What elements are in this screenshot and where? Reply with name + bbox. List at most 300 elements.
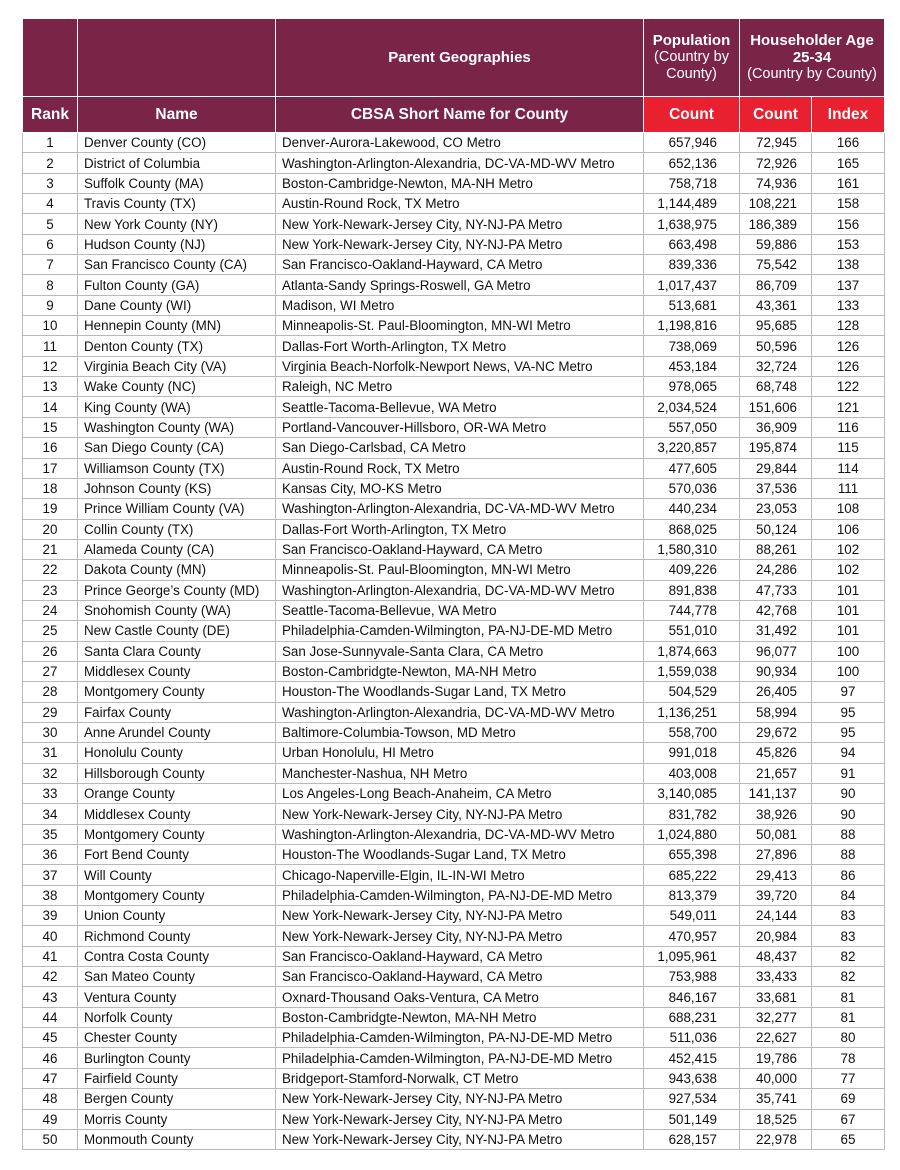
cell-rank: 45 bbox=[23, 1028, 78, 1048]
county-ranking-table bbox=[22, 18, 885, 1150]
cell-index: 95 bbox=[812, 702, 885, 722]
cell-rank: 37 bbox=[23, 865, 78, 885]
cell-cbsa: Madison, WI Metro bbox=[276, 295, 644, 315]
cell-householder-count: 68,748 bbox=[740, 377, 812, 397]
cell-cbsa: San Jose-Sunnyvale-Santa Clara, CA Metro bbox=[276, 641, 644, 661]
cell-population-count: 409,226 bbox=[644, 560, 740, 580]
table-row bbox=[23, 519, 885, 539]
cell-rank: 39 bbox=[23, 906, 78, 926]
table-row bbox=[23, 478, 885, 498]
cell-index: 94 bbox=[812, 743, 885, 763]
cell-index: 102 bbox=[812, 539, 885, 559]
cell-population-count: 1,017,437 bbox=[644, 275, 740, 295]
table-row bbox=[23, 967, 885, 987]
cell-cbsa: Chicago-Naperville-Elgin, IL-IN-WI Metro bbox=[276, 865, 644, 885]
cell-cbsa: Virginia Beach-Norfolk-Newport News, VA-NC Metro bbox=[276, 356, 644, 376]
cell-cbsa: Kansas City, MO-KS Metro bbox=[276, 478, 644, 498]
cell-cbsa: Austin-Round Rock, TX Metro bbox=[276, 194, 644, 214]
cell-householder-count: 72,926 bbox=[740, 153, 812, 173]
table-row bbox=[23, 173, 885, 193]
table-header bbox=[23, 19, 885, 133]
cell-population-count: 477,605 bbox=[644, 458, 740, 478]
cell-cbsa: San Francisco-Oakland-Hayward, CA Metro bbox=[276, 539, 644, 559]
cell-cbsa: New York-Newark-Jersey City, NY-NJ-PA Metro bbox=[276, 1109, 644, 1129]
cell-rank: 46 bbox=[23, 1048, 78, 1068]
cell-cbsa: Austin-Round Rock, TX Metro bbox=[276, 458, 644, 478]
cell-index: 106 bbox=[812, 519, 885, 539]
cell-population-count: 403,008 bbox=[644, 763, 740, 783]
table-row bbox=[23, 580, 885, 600]
cell-population-count: 3,220,857 bbox=[644, 438, 740, 458]
cell-name: Denver County (CO) bbox=[78, 133, 276, 153]
cell-cbsa: Philadelphia-Camden-Wilmington, PA-NJ-DE-MD Metro bbox=[276, 621, 644, 641]
table-row bbox=[23, 865, 885, 885]
cell-cbsa: Minneapolis-St. Paul-Bloomington, MN-WI Metro bbox=[276, 560, 644, 580]
cell-index: 137 bbox=[812, 275, 885, 295]
cell-householder-count: 18,525 bbox=[740, 1109, 812, 1129]
cell-name: Anne Arundel County bbox=[78, 722, 276, 742]
cell-index: 100 bbox=[812, 641, 885, 661]
cell-name: San Diego County (CA) bbox=[78, 438, 276, 458]
cell-population-count: 513,681 bbox=[644, 295, 740, 315]
cell-index: 67 bbox=[812, 1109, 885, 1129]
cell-index: 122 bbox=[812, 377, 885, 397]
cell-population-count: 3,140,085 bbox=[644, 784, 740, 804]
cell-name: San Mateo County bbox=[78, 967, 276, 987]
cell-name: Contra Costa County bbox=[78, 946, 276, 966]
cell-index: 91 bbox=[812, 763, 885, 783]
cell-population-count: 943,638 bbox=[644, 1068, 740, 1088]
cell-name: Middlesex County bbox=[78, 804, 276, 824]
cell-householder-count: 75,542 bbox=[740, 255, 812, 275]
header-name: Name bbox=[78, 97, 276, 133]
cell-index: 166 bbox=[812, 133, 885, 153]
cell-name: Virginia Beach City (VA) bbox=[78, 356, 276, 376]
cell-rank: 13 bbox=[23, 377, 78, 397]
cell-name: Monmouth County bbox=[78, 1129, 276, 1149]
cell-householder-count: 50,081 bbox=[740, 824, 812, 844]
cell-index: 101 bbox=[812, 621, 885, 641]
cell-name: Prince George’s County (MD) bbox=[78, 580, 276, 600]
table-row bbox=[23, 316, 885, 336]
cell-cbsa: New York-Newark-Jersey City, NY-NJ-PA Metro bbox=[276, 1089, 644, 1109]
cell-population-count: 655,398 bbox=[644, 845, 740, 865]
cell-cbsa: Seattle-Tacoma-Bellevue, WA Metro bbox=[276, 600, 644, 620]
header-population bbox=[644, 19, 740, 97]
cell-cbsa: Washington-Arlington-Alexandria, DC-VA-MD-WV Metro bbox=[276, 702, 644, 722]
cell-population-count: 991,018 bbox=[644, 743, 740, 763]
cell-rank: 35 bbox=[23, 824, 78, 844]
cell-householder-count: 42,768 bbox=[740, 600, 812, 620]
header-parent-geographies: Parent Geographies bbox=[276, 19, 644, 97]
cell-rank: 42 bbox=[23, 967, 78, 987]
cell-cbsa: New York-Newark-Jersey City, NY-NJ-PA Metro bbox=[276, 926, 644, 946]
table-row bbox=[23, 702, 885, 722]
cell-population-count: 511,036 bbox=[644, 1028, 740, 1048]
cell-population-count: 688,231 bbox=[644, 1007, 740, 1027]
table-row bbox=[23, 560, 885, 580]
cell-rank: 41 bbox=[23, 946, 78, 966]
cell-householder-count: 74,936 bbox=[740, 173, 812, 193]
cell-cbsa: San Diego-Carlsbad, CA Metro bbox=[276, 438, 644, 458]
cell-rank: 44 bbox=[23, 1007, 78, 1027]
cell-householder-count: 195,874 bbox=[740, 438, 812, 458]
cell-index: 82 bbox=[812, 967, 885, 987]
cell-householder-count: 45,826 bbox=[740, 743, 812, 763]
cell-householder-count: 38,926 bbox=[740, 804, 812, 824]
cell-rank: 40 bbox=[23, 926, 78, 946]
cell-rank: 4 bbox=[23, 194, 78, 214]
cell-index: 83 bbox=[812, 906, 885, 926]
cell-name: Prince William County (VA) bbox=[78, 499, 276, 519]
header-population-subtitle: (Country by County) bbox=[654, 49, 729, 82]
cell-rank: 25 bbox=[23, 621, 78, 641]
cell-name: Richmond County bbox=[78, 926, 276, 946]
table-row bbox=[23, 845, 885, 865]
cell-name: Denton County (TX) bbox=[78, 336, 276, 356]
cell-cbsa: Boston-Cambridgte-Newton, MA-NH Metro bbox=[276, 661, 644, 681]
cell-population-count: 978,065 bbox=[644, 377, 740, 397]
cell-population-count: 652,136 bbox=[644, 153, 740, 173]
cell-index: 165 bbox=[812, 153, 885, 173]
cell-householder-count: 27,896 bbox=[740, 845, 812, 865]
cell-householder-count: 32,724 bbox=[740, 356, 812, 376]
table-row bbox=[23, 885, 885, 905]
cell-name: Burlington County bbox=[78, 1048, 276, 1068]
cell-name: Fairfax County bbox=[78, 702, 276, 722]
cell-name: Travis County (TX) bbox=[78, 194, 276, 214]
cell-name: Orange County bbox=[78, 784, 276, 804]
cell-population-count: 1,136,251 bbox=[644, 702, 740, 722]
cell-population-count: 1,144,489 bbox=[644, 194, 740, 214]
cell-rank: 7 bbox=[23, 255, 78, 275]
cell-index: 81 bbox=[812, 987, 885, 1007]
cell-population-count: 839,336 bbox=[644, 255, 740, 275]
cell-rank: 43 bbox=[23, 987, 78, 1007]
cell-cbsa: Denver-Aurora-Lakewood, CO Metro bbox=[276, 133, 644, 153]
table-row bbox=[23, 255, 885, 275]
cell-rank: 26 bbox=[23, 641, 78, 661]
cell-householder-count: 40,000 bbox=[740, 1068, 812, 1088]
cell-cbsa: Minneapolis-St. Paul-Bloomington, MN-WI Metro bbox=[276, 316, 644, 336]
cell-rank: 23 bbox=[23, 580, 78, 600]
cell-cbsa: New York-Newark-Jersey City, NY-NJ-PA Metro bbox=[276, 906, 644, 926]
table-row bbox=[23, 987, 885, 1007]
cell-cbsa: Atlanta-Sandy Springs-Roswell, GA Metro bbox=[276, 275, 644, 295]
cell-householder-count: 141,137 bbox=[740, 784, 812, 804]
table-row bbox=[23, 397, 885, 417]
cell-name: New Castle County (DE) bbox=[78, 621, 276, 641]
header-rank-spacer bbox=[23, 19, 78, 97]
cell-cbsa: San Francisco-Oakland-Hayward, CA Metro bbox=[276, 967, 644, 987]
cell-cbsa: Bridgeport-Stamford-Norwalk, CT Metro bbox=[276, 1068, 644, 1088]
cell-population-count: 2,034,524 bbox=[644, 397, 740, 417]
cell-rank: 9 bbox=[23, 295, 78, 315]
cell-cbsa: Los Angeles-Long Beach-Anaheim, CA Metro bbox=[276, 784, 644, 804]
table-row bbox=[23, 1048, 885, 1068]
cell-name: Hudson County (NJ) bbox=[78, 234, 276, 254]
cell-name: Montgomery County bbox=[78, 682, 276, 702]
cell-population-count: 1,559,038 bbox=[644, 661, 740, 681]
cell-householder-count: 95,685 bbox=[740, 316, 812, 336]
cell-cbsa: Manchester-Nashua, NH Metro bbox=[276, 763, 644, 783]
cell-name: Suffolk County (MA) bbox=[78, 173, 276, 193]
cell-householder-count: 31,492 bbox=[740, 621, 812, 641]
cell-population-count: 452,415 bbox=[644, 1048, 740, 1068]
table-row bbox=[23, 906, 885, 926]
cell-name: Hennepin County (MN) bbox=[78, 316, 276, 336]
cell-index: 81 bbox=[812, 1007, 885, 1027]
table-row bbox=[23, 214, 885, 234]
table-row bbox=[23, 1068, 885, 1088]
cell-rank: 10 bbox=[23, 316, 78, 336]
table-row bbox=[23, 1028, 885, 1048]
cell-name: Ventura County bbox=[78, 987, 276, 1007]
cell-cbsa: New York-Newark-Jersey City, NY-NJ-PA Metro bbox=[276, 1129, 644, 1149]
cell-index: 83 bbox=[812, 926, 885, 946]
cell-name: Alameda County (CA) bbox=[78, 539, 276, 559]
cell-householder-count: 186,389 bbox=[740, 214, 812, 234]
cell-rank: 38 bbox=[23, 885, 78, 905]
cell-householder-count: 23,053 bbox=[740, 499, 812, 519]
cell-householder-count: 47,733 bbox=[740, 580, 812, 600]
table-row bbox=[23, 682, 885, 702]
cell-name: Bergen County bbox=[78, 1089, 276, 1109]
cell-rank: 22 bbox=[23, 560, 78, 580]
cell-name: Dane County (WI) bbox=[78, 295, 276, 315]
cell-name: District of Columbia bbox=[78, 153, 276, 173]
cell-population-count: 1,580,310 bbox=[644, 539, 740, 559]
cell-name: Santa Clara County bbox=[78, 641, 276, 661]
table-body bbox=[23, 133, 885, 1150]
cell-index: 69 bbox=[812, 1089, 885, 1109]
cell-rank: 2 bbox=[23, 153, 78, 173]
cell-cbsa: Baltimore-Columbia-Towson, MD Metro bbox=[276, 722, 644, 742]
cell-householder-count: 24,286 bbox=[740, 560, 812, 580]
cell-householder-count: 86,709 bbox=[740, 275, 812, 295]
table-row bbox=[23, 153, 885, 173]
table-row bbox=[23, 641, 885, 661]
table-row bbox=[23, 946, 885, 966]
cell-householder-count: 29,413 bbox=[740, 865, 812, 885]
cell-cbsa: Philadelphia-Camden-Wilmington, PA-NJ-DE-MD Metro bbox=[276, 1028, 644, 1048]
cell-householder-count: 43,361 bbox=[740, 295, 812, 315]
table-row bbox=[23, 600, 885, 620]
cell-index: 108 bbox=[812, 499, 885, 519]
cell-population-count: 558,700 bbox=[644, 722, 740, 742]
cell-rank: 11 bbox=[23, 336, 78, 356]
cell-rank: 15 bbox=[23, 417, 78, 437]
cell-index: 88 bbox=[812, 824, 885, 844]
cell-rank: 14 bbox=[23, 397, 78, 417]
cell-householder-count: 58,994 bbox=[740, 702, 812, 722]
cell-index: 82 bbox=[812, 946, 885, 966]
cell-rank: 1 bbox=[23, 133, 78, 153]
cell-population-count: 549,011 bbox=[644, 906, 740, 926]
cell-rank: 18 bbox=[23, 478, 78, 498]
cell-population-count: 440,234 bbox=[644, 499, 740, 519]
cell-householder-count: 20,984 bbox=[740, 926, 812, 946]
cell-householder-count: 33,433 bbox=[740, 967, 812, 987]
cell-name: New York County (NY) bbox=[78, 214, 276, 234]
cell-population-count: 570,036 bbox=[644, 478, 740, 498]
cell-rank: 17 bbox=[23, 458, 78, 478]
cell-population-count: 868,025 bbox=[644, 519, 740, 539]
table-row bbox=[23, 804, 885, 824]
cell-population-count: 813,379 bbox=[644, 885, 740, 905]
table-row bbox=[23, 133, 885, 153]
header-population-title: Population bbox=[652, 32, 731, 49]
cell-population-count: 551,010 bbox=[644, 621, 740, 641]
cell-population-count: 453,184 bbox=[644, 356, 740, 376]
cell-householder-count: 90,934 bbox=[740, 661, 812, 681]
header-name-spacer bbox=[78, 19, 276, 97]
cell-rank: 36 bbox=[23, 845, 78, 865]
cell-index: 101 bbox=[812, 580, 885, 600]
cell-index: 128 bbox=[812, 316, 885, 336]
cell-population-count: 663,498 bbox=[644, 234, 740, 254]
cell-name: Fairfield County bbox=[78, 1068, 276, 1088]
cell-householder-count: 36,909 bbox=[740, 417, 812, 437]
cell-cbsa: Washington-Arlington-Alexandria, DC-VA-MD-WV Metro bbox=[276, 499, 644, 519]
cell-rank: 5 bbox=[23, 214, 78, 234]
cell-rank: 21 bbox=[23, 539, 78, 559]
cell-index: 100 bbox=[812, 661, 885, 681]
cell-rank: 32 bbox=[23, 763, 78, 783]
cell-index: 80 bbox=[812, 1028, 885, 1048]
cell-cbsa: Dallas-Fort Worth-Arlington, TX Metro bbox=[276, 519, 644, 539]
cell-rank: 49 bbox=[23, 1109, 78, 1129]
cell-cbsa: San Francisco-Oakland-Hayward, CA Metro bbox=[276, 255, 644, 275]
cell-householder-count: 48,437 bbox=[740, 946, 812, 966]
ranking-table-container bbox=[22, 18, 884, 1150]
cell-householder-count: 33,681 bbox=[740, 987, 812, 1007]
cell-householder-count: 108,221 bbox=[740, 194, 812, 214]
cell-householder-count: 37,536 bbox=[740, 478, 812, 498]
cell-cbsa: Portland-Vancouver-Hillsboro, OR-WA Metro bbox=[276, 417, 644, 437]
cell-population-count: 1,638,975 bbox=[644, 214, 740, 234]
cell-population-count: 744,778 bbox=[644, 600, 740, 620]
cell-cbsa: Dallas-Fort Worth-Arlington, TX Metro bbox=[276, 336, 644, 356]
cell-householder-count: 72,945 bbox=[740, 133, 812, 153]
cell-population-count: 846,167 bbox=[644, 987, 740, 1007]
cell-cbsa: Washington-Arlington-Alexandria, DC-VA-MD-WV Metro bbox=[276, 824, 644, 844]
header-population-count: Count bbox=[644, 97, 740, 133]
cell-householder-count: 22,978 bbox=[740, 1129, 812, 1149]
cell-name: Dakota County (MN) bbox=[78, 560, 276, 580]
cell-index: 153 bbox=[812, 234, 885, 254]
cell-householder-count: 50,596 bbox=[740, 336, 812, 356]
table-row bbox=[23, 743, 885, 763]
table-row bbox=[23, 1089, 885, 1109]
header-householder-subtitle: (Country by County) bbox=[747, 66, 877, 82]
cell-householder-count: 151,606 bbox=[740, 397, 812, 417]
cell-householder-count: 29,844 bbox=[740, 458, 812, 478]
cell-rank: 34 bbox=[23, 804, 78, 824]
cell-name: Wake County (NC) bbox=[78, 377, 276, 397]
cell-householder-count: 26,405 bbox=[740, 682, 812, 702]
cell-householder-count: 50,124 bbox=[740, 519, 812, 539]
cell-cbsa: Philadelphia-Camden-Wilmington, PA-NJ-DE-MD Metro bbox=[276, 885, 644, 905]
cell-index: 102 bbox=[812, 560, 885, 580]
cell-cbsa: Boston-Cambridgte-Newton, MA-NH Metro bbox=[276, 1007, 644, 1027]
cell-householder-count: 22,627 bbox=[740, 1028, 812, 1048]
cell-name: Fulton County (GA) bbox=[78, 275, 276, 295]
table-row bbox=[23, 194, 885, 214]
table-row bbox=[23, 295, 885, 315]
cell-householder-count: 19,786 bbox=[740, 1048, 812, 1068]
cell-name: Snohomish County (WA) bbox=[78, 600, 276, 620]
cell-population-count: 758,718 bbox=[644, 173, 740, 193]
cell-cbsa: Seattle-Tacoma-Bellevue, WA Metro bbox=[276, 397, 644, 417]
cell-name: Morris County bbox=[78, 1109, 276, 1129]
cell-index: 86 bbox=[812, 865, 885, 885]
cell-rank: 30 bbox=[23, 722, 78, 742]
cell-index: 90 bbox=[812, 784, 885, 804]
table-row bbox=[23, 275, 885, 295]
cell-population-count: 657,946 bbox=[644, 133, 740, 153]
cell-index: 114 bbox=[812, 458, 885, 478]
cell-index: 126 bbox=[812, 336, 885, 356]
cell-name: Middlesex County bbox=[78, 661, 276, 681]
cell-population-count: 470,957 bbox=[644, 926, 740, 946]
cell-index: 161 bbox=[812, 173, 885, 193]
cell-name: Collin County (TX) bbox=[78, 519, 276, 539]
cell-name: Chester County bbox=[78, 1028, 276, 1048]
cell-rank: 27 bbox=[23, 661, 78, 681]
cell-index: 101 bbox=[812, 600, 885, 620]
cell-index: 65 bbox=[812, 1129, 885, 1149]
cell-householder-count: 24,144 bbox=[740, 906, 812, 926]
table-row bbox=[23, 438, 885, 458]
cell-householder-count: 32,277 bbox=[740, 1007, 812, 1027]
cell-rank: 12 bbox=[23, 356, 78, 376]
cell-population-count: 557,050 bbox=[644, 417, 740, 437]
header-householder-count: Count bbox=[740, 97, 812, 133]
cell-cbsa: New York-Newark-Jersey City, NY-NJ-PA Metro bbox=[276, 234, 644, 254]
table-row bbox=[23, 661, 885, 681]
cell-cbsa: Boston-Cambridge-Newton, MA-NH Metro bbox=[276, 173, 644, 193]
cell-rank: 31 bbox=[23, 743, 78, 763]
cell-index: 138 bbox=[812, 255, 885, 275]
cell-rank: 48 bbox=[23, 1089, 78, 1109]
cell-population-count: 1,024,880 bbox=[644, 824, 740, 844]
header-cbsa: CBSA Short Name for County bbox=[276, 97, 644, 133]
cell-name: San Francisco County (CA) bbox=[78, 255, 276, 275]
cell-cbsa: New York-Newark-Jersey City, NY-NJ-PA Metro bbox=[276, 804, 644, 824]
cell-rank: 8 bbox=[23, 275, 78, 295]
cell-index: 121 bbox=[812, 397, 885, 417]
cell-rank: 29 bbox=[23, 702, 78, 722]
table-row bbox=[23, 763, 885, 783]
cell-population-count: 628,157 bbox=[644, 1129, 740, 1149]
cell-index: 115 bbox=[812, 438, 885, 458]
cell-rank: 3 bbox=[23, 173, 78, 193]
cell-cbsa: San Francisco-Oakland-Hayward, CA Metro bbox=[276, 946, 644, 966]
cell-index: 90 bbox=[812, 804, 885, 824]
table-row bbox=[23, 926, 885, 946]
cell-index: 88 bbox=[812, 845, 885, 865]
cell-name: Union County bbox=[78, 906, 276, 926]
cell-name: Will County bbox=[78, 865, 276, 885]
cell-rank: 6 bbox=[23, 234, 78, 254]
table-row bbox=[23, 1109, 885, 1129]
table-row bbox=[23, 234, 885, 254]
header-rank: Rank bbox=[23, 97, 78, 133]
cell-population-count: 504,529 bbox=[644, 682, 740, 702]
cell-cbsa: Houston-The Woodlands-Sugar Land, TX Metro bbox=[276, 845, 644, 865]
cell-index: 95 bbox=[812, 722, 885, 742]
